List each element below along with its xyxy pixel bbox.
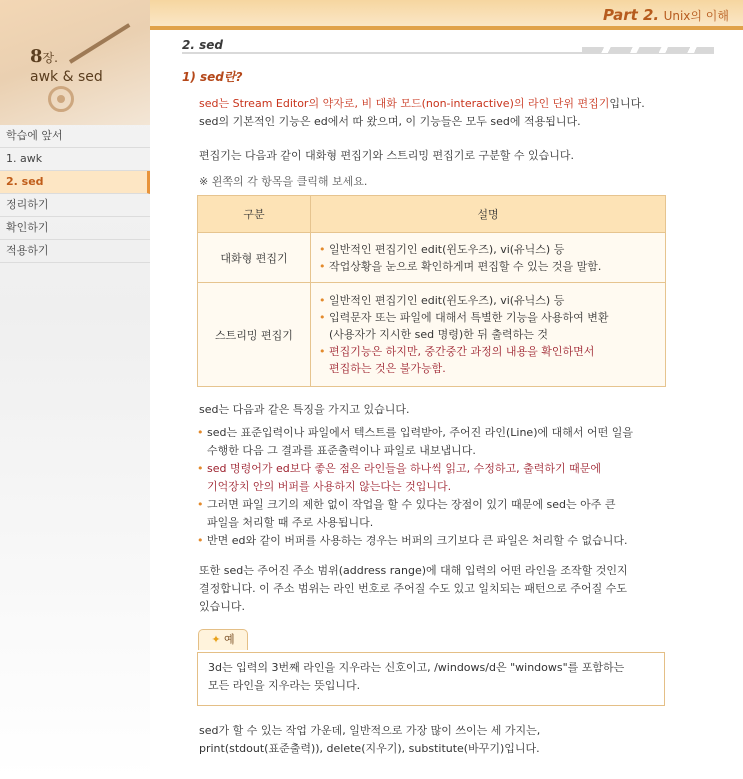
- editors-intro: 편집기는 다음과 같이 대화형 편집기와 스트리밍 편집기로 구분할 수 있습니다.: [199, 149, 574, 162]
- table-bullet-continued: (사용자가 지시한 sed 명령)한 뒤 출력하는 것: [329, 328, 549, 341]
- feature-item-continued: 파일을 처리할 때 주로 사용됩니다.: [207, 516, 374, 529]
- section-heading: 2. sed: [182, 38, 223, 52]
- part-label: Part 2.: [603, 6, 660, 24]
- feature-item-highlight: • sed 명령어가 ed보다 좋은 점은 라인들을 하나씩 읽고, 수정하고, 출력하기 때문에: [197, 460, 667, 478]
- editor-comparison-table: [197, 195, 666, 387]
- example-tab: [198, 629, 248, 650]
- part-title: Unix의 이해: [663, 9, 729, 23]
- section-heading-decoration: [582, 47, 714, 53]
- feature-item: • sed는 표준입력이나 파일에서 텍스트를 입력받아, 주어진 라인(Line)에 대해서 어떤 일을: [197, 424, 667, 442]
- summary-line: sed가 할 수 있는 작업 가운데, 일반적으로 가장 많이 쓰이는 세 가지는,: [199, 724, 541, 737]
- example-box: [197, 652, 665, 706]
- example-tab-label: 예: [224, 633, 235, 646]
- table-bullet-highlight-continued: 편집하는 것은 불가능함.: [329, 362, 446, 375]
- feature-item: • 그러면 파일 크기의 제한 없이 작업을 할 수 있다는 장점이 있기 때문에 sed는 아주 큰: [197, 496, 667, 514]
- lightbulb-icon: ✦: [211, 633, 221, 646]
- feature-item-continued: 수행한 다음 그 결과를 표준출력이나 파일로 내보냅니다.: [207, 444, 476, 457]
- summary-line: print(stdout(표준출력)), delete(지우기), substitute(바꾸기)입니다.: [199, 742, 540, 755]
- sidebar: [0, 0, 150, 779]
- features-intro: sed는 다음과 같은 특징을 가지고 있습니다.: [199, 403, 410, 416]
- sidebar-nav: [0, 125, 150, 263]
- sidebar-item-sed[interactable]: 2. sed: [0, 171, 150, 194]
- features-list: [197, 424, 667, 550]
- sidebar-item-summary[interactable]: 정리하기: [0, 194, 150, 217]
- table-bullet: • 작업상황을 눈으로 확인하게며 편집할 수 있는 것을 말함.: [319, 258, 657, 275]
- summary-paragraph: [199, 722, 669, 758]
- target-icon: [48, 86, 74, 112]
- intro-line-2: sed의 기본적인 기능은 ed에서 따 왔으며, 이 기능들은 모두 sed에 적용됩니다.: [199, 115, 581, 128]
- chapter-hero: [0, 0, 150, 125]
- sidebar-item-intro[interactable]: 학습에 앞서: [0, 125, 150, 148]
- intro-definition: sed는 Stream Editor의 약자로, 비 대화 모드(non-interactive)의 라인 단위 편집기: [199, 97, 610, 110]
- subsection-heading: 1) sed란?: [182, 70, 243, 84]
- table-bullet: • 입력문자 또는 파일에 대해서 특별한 기능을 사용하여 변환: [319, 309, 657, 326]
- sidebar-item-check[interactable]: 확인하기: [0, 217, 150, 240]
- intro-paragraph: [199, 95, 669, 131]
- top-banner-line: [150, 26, 743, 30]
- table-row: [198, 233, 666, 283]
- table-header-description: 설명: [311, 196, 666, 233]
- sidebar-item-apply[interactable]: 적용하기: [0, 240, 150, 263]
- address-line: 또한 sed는 주어진 주소 범위(address range)에 대해 입력의 어떤 라인을 조작할 것인지: [199, 564, 628, 577]
- example-line: 3d는 입력의 3번째 라인을 지우라는 신호이고, /windows/d은 "windows"를 포함하는: [208, 661, 625, 674]
- table-cell-description: [311, 283, 666, 387]
- table-cell-name: 대화형 편집기: [198, 233, 311, 283]
- feature-item: • 반면 ed와 같이 버퍼를 사용하는 경우는 버퍼의 크기보다 큰 파일은 처리할 수 없습니다.: [197, 532, 667, 550]
- feature-item-highlight-continued: 기억장치 안의 버퍼를 사용하지 않는다는 것입니다.: [207, 480, 452, 493]
- click-note: ※ 왼쪽의 각 항목을 클릭해 보세요.: [199, 175, 368, 188]
- table-cell-name: 스트리밍 편집기: [198, 283, 311, 387]
- chapter-number: 8: [30, 46, 43, 67]
- table-row: [198, 283, 666, 387]
- table-cell-description: [311, 233, 666, 283]
- table-bullet-highlight: • 편집기능은 하지만, 중간중간 과정의 내용을 확인하면서: [319, 343, 657, 360]
- table-header-category: 구분: [198, 196, 311, 233]
- table-bullet: • 일반적인 편집기인 edit(윈도우즈), vi(유닉스) 등: [319, 241, 657, 258]
- chapter-title-block: [30, 46, 103, 85]
- intro-definition-tail: 입니다.: [609, 97, 645, 110]
- part-heading: [603, 6, 729, 24]
- address-paragraph: [199, 562, 669, 616]
- chapter-title: awk & sed: [30, 69, 103, 85]
- sidebar-item-awk[interactable]: 1. awk: [0, 148, 150, 171]
- address-line: 결정합니다. 이 주소 범위는 라인 번호로 주어질 수도 있고 일치되는 패턴으로 주어질 수도: [199, 582, 627, 595]
- table-bullet: • 일반적인 편집기인 edit(윈도우즈), vi(유닉스) 등: [319, 292, 657, 309]
- example-line: 모든 라인을 지우라는 뜻입니다.: [208, 679, 361, 692]
- table-header-row: [198, 196, 666, 233]
- address-line: 있습니다.: [199, 600, 246, 613]
- chapter-suffix: 장.: [42, 51, 58, 65]
